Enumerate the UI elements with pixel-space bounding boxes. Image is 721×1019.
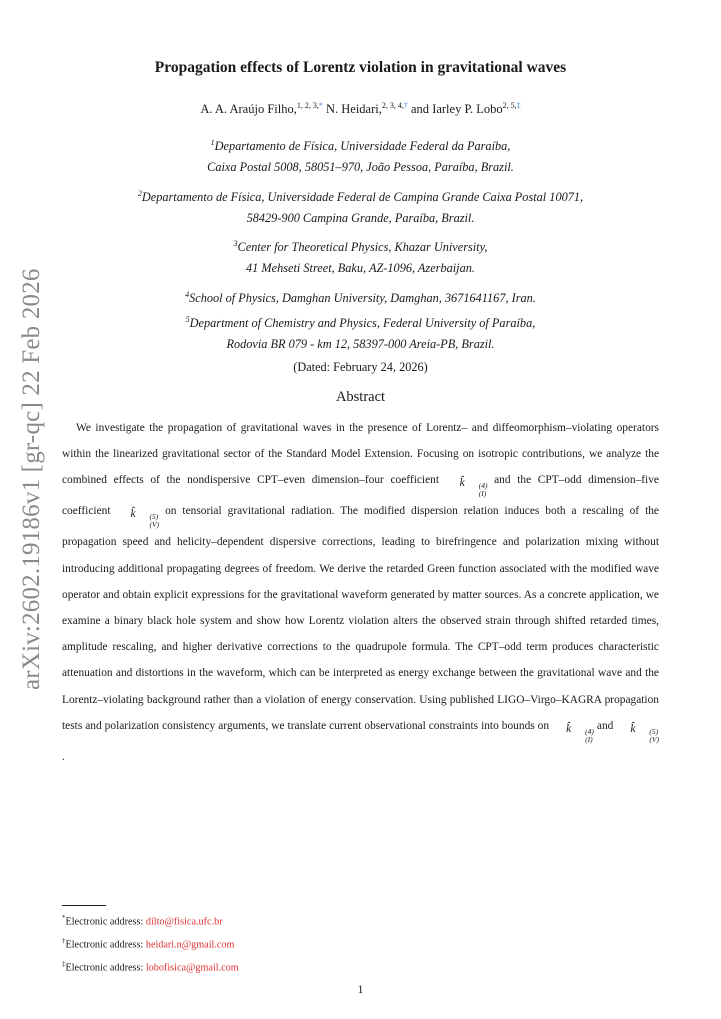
- abstract-text: on tensorial gravitational radiation. The modified dispersion relation induces both a rescaling of the propagation speed and helicity–dependent dispersive corrections, leading to birefringence and polarization mixing without introducing additional propagating degrees of freedom. We derive the retarded Green function associated with the modified wave operator and obtain explicit expressions for the gravitational waveform generated by matter sources. As a concrete application, we examine a binary black hole system and show how Lorentz violation alters the observed strain through shifted retarded times, amplitude rescaling, and higher derivative corrections to the quadrupole formula. The CPT–odd term produces characteristic attenuation and distortions in the waveform, which can be interpreted as energy exchange between the gravitational wave and the Lorentz–violating background rather than a violation of energy conservation. Using published LIGO–Virgo–KAGRA propagation tests and polarization consistency arguments, we translate current observational constraints into bounds on: [62, 505, 659, 732]
- dated-line: (Dated: February 24, 2026): [293, 360, 428, 374]
- affiliation-line: [0, 332, 721, 357]
- author-name: Iarley P. Lobo: [432, 102, 503, 117]
- affiliation-text: School of Physics, Damghan University, Damghan, 3671641167, Iran.: [189, 290, 536, 305]
- author-affiliation-numbers: 2, 3, 4,: [381, 101, 404, 110]
- footnote: [62, 932, 239, 955]
- affiliation-text: Rodovia BR 079 - km 12, 58397-000 Areia-PB, Brazil.: [226, 337, 495, 352]
- coefficient-indices: [571, 728, 594, 744]
- affiliation-text: Departamento de Física, Universidade Federal da Paraíba,: [214, 139, 511, 154]
- abstract-text: and: [596, 719, 614, 732]
- coefficient-subscript: (V): [149, 520, 160, 530]
- email-link[interactable]: dilto@fisica.ufc.br: [145, 916, 223, 928]
- coefficient-indices: [465, 482, 488, 498]
- affiliation-number: 4: [185, 289, 190, 299]
- affiliation-line: [0, 231, 721, 256]
- coefficient-k4: [552, 716, 594, 744]
- footnote-link-mark[interactable]: *: [318, 101, 323, 110]
- footnote-label: Electronic address:: [65, 916, 146, 928]
- author-affiliation-numbers: 1, 2, 3,: [296, 101, 319, 110]
- author-name: A. A. Araújo Filho,: [200, 102, 297, 117]
- coefficient-superscript: (4): [478, 481, 488, 491]
- coefficient-subscript: (V): [649, 734, 659, 744]
- affiliation-line: [0, 181, 721, 206]
- abstract-heading: Abstract: [335, 389, 386, 405]
- affiliation-number: 1: [210, 138, 215, 147]
- email-link[interactable]: heidari.n@gmail.com: [145, 939, 235, 951]
- author-list: [0, 101, 721, 117]
- affiliation-line: [0, 206, 721, 231]
- affiliation-text: Departamento de Física, Universidade Federal de Campina Grande Caixa Postal 10071,: [141, 189, 584, 204]
- affiliation-text: Center for Theoretical Physics, Khazar University,: [237, 240, 488, 255]
- footnote: [62, 909, 239, 932]
- abstract-body: [62, 415, 659, 770]
- page-number: 1: [357, 982, 364, 996]
- affiliation-number: 3: [233, 239, 238, 249]
- coefficient-indices: [635, 728, 659, 744]
- affiliation-line: [0, 282, 721, 307]
- affiliation-number: 5: [185, 315, 190, 325]
- affiliation-line: [0, 256, 721, 281]
- coefficient-k5: [116, 501, 159, 529]
- footnote-label: Electronic address:: [65, 962, 146, 974]
- coefficient-base: k̂: [130, 508, 136, 521]
- affiliation-line: [0, 307, 721, 332]
- abstract-text: .: [62, 750, 65, 763]
- coefficient-subscript: (I): [478, 489, 487, 499]
- affiliation-text: Department of Chemistry and Physics, Federal University of Paraíba,: [189, 316, 536, 331]
- arxiv-identifier-stamp: arXiv:2602.19186v1 [gr-qc] 22 Feb 2026: [18, 268, 45, 690]
- author-name: N. Heidari,: [325, 102, 382, 117]
- affiliation-line: [0, 130, 721, 155]
- affiliations: [0, 130, 721, 358]
- coefficient-indices: [136, 513, 160, 529]
- affiliation-text: Caixa Postal 5008, 58051–970, João Pessoa, Paraíba, Brazil.: [207, 160, 514, 175]
- footnote-link-mark[interactable]: †: [403, 101, 408, 110]
- coefficient-base: k̂: [459, 477, 465, 490]
- coefficient-base: k̂: [566, 722, 572, 735]
- footnote-divider: [62, 905, 106, 906]
- footnote-label: Electronic address:: [65, 939, 146, 951]
- paper-title: Propagation effects of Lorentz violation in gravitational waves: [154, 59, 567, 76]
- footnote-mark: †: [62, 936, 66, 945]
- coefficient-base: k̂: [630, 722, 636, 735]
- footnote: [62, 955, 239, 978]
- coefficient-superscript: (5): [649, 726, 659, 736]
- email-link[interactable]: lobofisica@gmail.com: [145, 962, 239, 974]
- coefficient-superscript: (4): [585, 726, 594, 736]
- footnotes: [62, 909, 239, 978]
- affiliation-text: 58429-900 Campina Grande, Paraíba, Brazil.: [246, 210, 475, 225]
- footnote-mark: ‡: [62, 959, 66, 968]
- footnote-link-mark[interactable]: ‡: [516, 101, 521, 110]
- abstract-text: We investigate the propagation of gravitational waves in the presence of Lorentz– and diffeomorphism–violating operators within the linearized gravitational sector of the Standard Model Extension. Focusing on isotropic contributions, we analyze the combined effects of the nondispersive CPT–even dimension–four coefficient: [62, 422, 659, 487]
- author-connector: and: [411, 102, 430, 117]
- abstract-text: and the CPT–odd dimension–five coefficient: [62, 474, 659, 518]
- coefficient-subscript: (I): [585, 734, 593, 744]
- coefficient-superscript: (5): [149, 512, 159, 522]
- affiliation-line: [0, 155, 721, 180]
- coefficient-k5: [616, 716, 659, 744]
- coefficient-k4: [446, 470, 488, 498]
- footnote-mark: *: [62, 914, 66, 922]
- affiliation-number: 2: [137, 188, 142, 198]
- affiliation-text: 41 Mehseti Street, Baku, AZ-1096, Azerbaijan.: [246, 261, 475, 276]
- author-affiliation-numbers: 2, 5,: [502, 101, 517, 110]
